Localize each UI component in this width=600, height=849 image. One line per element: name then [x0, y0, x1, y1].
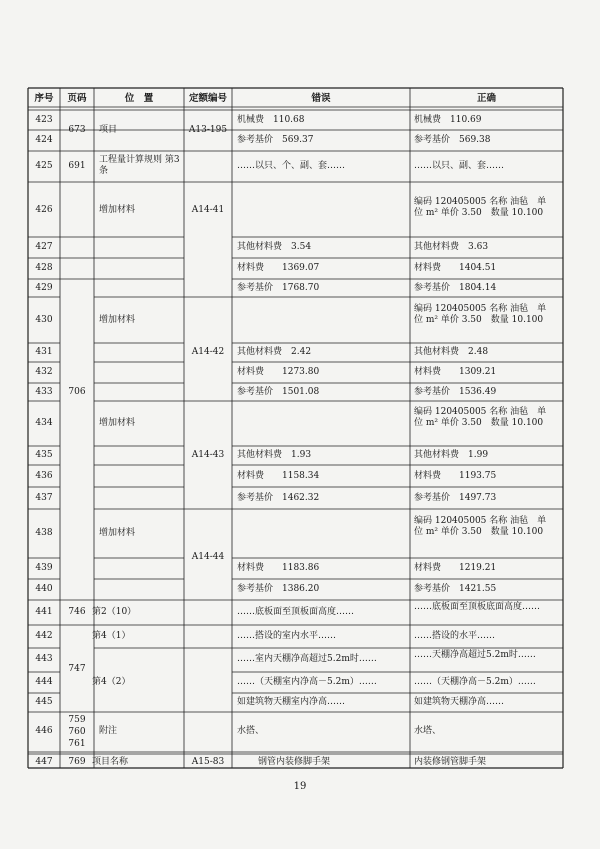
page-746: 746: [68, 607, 86, 617]
right-442: ……搭设的水平……: [414, 631, 496, 641]
seq-426: 426: [35, 205, 53, 215]
code-426: A14-41: [191, 205, 225, 215]
right-431: 其他材料费 2.48: [414, 347, 489, 357]
wrong-432: 材料费 1273.80: [237, 367, 320, 377]
right-444: ……（天棚净高－5.2m）……: [414, 677, 536, 687]
seq-430: 430: [35, 315, 53, 325]
seq-447: 447: [35, 757, 53, 767]
wrong-436: 材料费 1158.34: [237, 471, 320, 481]
seq-446: 446: [35, 726, 53, 736]
seq-432: 432: [35, 367, 53, 377]
seq-423: 423: [35, 115, 53, 125]
seq-428: 428: [35, 263, 53, 273]
right-436: 材料费 1193.75: [414, 471, 497, 481]
loc-443: 第4（2）: [92, 677, 131, 687]
loc-434: 增加材料: [99, 418, 136, 428]
code-438: A14-44: [191, 552, 225, 562]
wrong-435: 其他材料费 1.93: [237, 450, 312, 460]
right-446: 水塔、: [414, 726, 442, 736]
header-page: 页码: [67, 93, 87, 104]
wrong-427: 其他材料费 3.54: [237, 242, 312, 252]
code-430: A14-42: [191, 347, 225, 357]
seq-435: 435: [35, 450, 53, 460]
wrong-429: 参考基价 1768.70: [237, 283, 320, 293]
header-wrong: 错误: [311, 93, 331, 104]
right-423: 机械费 110.69: [414, 115, 482, 125]
seq-439: 439: [35, 563, 53, 573]
seq-436: 436: [35, 471, 53, 481]
seq-429: 429: [35, 283, 53, 293]
right-441: ……底板面至顶板底面高度……: [414, 602, 541, 612]
wrong-442: ……搭设的室内水平……: [237, 631, 337, 641]
seq-444: 444: [35, 677, 53, 687]
code-423: A13-195: [188, 125, 228, 135]
header-location: 位 置: [124, 93, 154, 104]
seq-431: 431: [35, 347, 53, 357]
wrong-428: 材料费 1369.07: [237, 263, 320, 273]
seq-427: 427: [35, 242, 53, 252]
seq-425: 425: [35, 161, 53, 171]
header-right: 正确: [476, 93, 496, 104]
page-673: 673: [68, 125, 86, 135]
wrong-424: 参考基价 569.37: [237, 135, 314, 145]
loc-430: 增加材料: [99, 315, 136, 325]
wrong-445: 如建筑物天棚室内净高……: [237, 697, 346, 707]
page-747: 747: [68, 664, 86, 674]
seq-438: 438: [35, 528, 53, 538]
wrong-439: 材料费 1183.86: [237, 563, 320, 573]
seq-441: 441: [35, 607, 53, 617]
right-447: 内装修钢管脚手架: [414, 757, 487, 767]
right-435: 其他材料费 1.99: [414, 450, 489, 460]
right-445: 如建筑物天棚净高……: [414, 697, 505, 707]
loc-423: 项目: [99, 125, 118, 135]
right-443: ……天棚净高超过5.2m时……: [414, 650, 536, 660]
wrong-441: ……底板面至顶板面高度……: [237, 607, 355, 617]
right-429: 参考基价 1804.14: [414, 283, 497, 293]
right-433: 参考基价 1536.49: [414, 387, 497, 397]
right-440: 参考基价 1421.55: [414, 584, 497, 594]
seq-424: 424: [35, 135, 53, 145]
header-code: 定额编号: [188, 93, 227, 104]
seq-437: 437: [35, 493, 53, 503]
right-426: 编码 120405005 名称 油毡 单位 m² 单价 3.50 数量 10.100: [414, 197, 547, 218]
right-424: 参考基价 569.38: [414, 135, 491, 145]
page-691: 691: [68, 161, 86, 171]
loc-442: 第4（1）: [92, 631, 131, 641]
right-428: 材料费 1404.51: [414, 263, 497, 273]
wrong-446: 水搭、: [237, 726, 265, 736]
code-434: A14-43: [191, 450, 225, 460]
header-seq: 序号: [34, 93, 54, 104]
wrong-447: 钢管内装修脚手架: [258, 757, 331, 767]
wrong-423: 机械费 110.68: [237, 115, 305, 125]
loc-441: 第2（10）: [92, 607, 137, 617]
code-447: A15-83: [191, 757, 225, 767]
page-769: 769: [68, 757, 86, 767]
loc-446: 附注: [99, 726, 118, 736]
seq-433: 433: [35, 387, 53, 397]
wrong-443: ……室内天棚净高超过5.2m时……: [237, 654, 377, 664]
page-706: 706: [68, 387, 86, 397]
page-759-761: 759 760 761: [68, 715, 86, 749]
loc-425: 工程量计算规则 第3条: [99, 155, 180, 176]
seq-442: 442: [35, 631, 53, 641]
right-439: 材料费 1219.21: [414, 563, 497, 573]
page-number: 19: [293, 781, 307, 792]
wrong-440: 参考基价 1386.20: [237, 584, 320, 594]
seq-434: 434: [35, 418, 53, 428]
seq-445: 445: [35, 697, 53, 707]
wrong-433: 参考基价 1501.08: [237, 387, 320, 397]
right-438: 编码 120405005 名称 油毡 单位 m² 单价 3.50 数量 10.100: [414, 516, 547, 537]
loc-426: 增加材料: [99, 205, 136, 215]
wrong-425: ……以只、个、副、套……: [237, 161, 346, 171]
wrong-437: 参考基价 1462.32: [237, 493, 320, 503]
right-425: ……以只、副、套……: [414, 161, 505, 171]
right-432: 材料费 1309.21: [414, 367, 497, 377]
wrong-431: 其他材料费 2.42: [237, 347, 312, 357]
right-437: 参考基价 1497.73: [414, 493, 497, 503]
loc-447: 项目名称: [92, 757, 129, 767]
loc-438: 增加材料: [99, 528, 136, 538]
right-434: 编码 120405005 名称 油毡 单位 m² 单价 3.50 数量 10.100: [414, 407, 547, 428]
seq-443: 443: [35, 654, 53, 664]
seq-440: 440: [35, 584, 53, 594]
wrong-444: ……（天棚室内净高－5.2m）……: [237, 677, 377, 687]
right-427: 其他材料费 3.63: [414, 242, 489, 252]
right-430: 编码 120405005 名称 油毡 单位 m² 单价 3.50 数量 10.100: [414, 304, 547, 325]
